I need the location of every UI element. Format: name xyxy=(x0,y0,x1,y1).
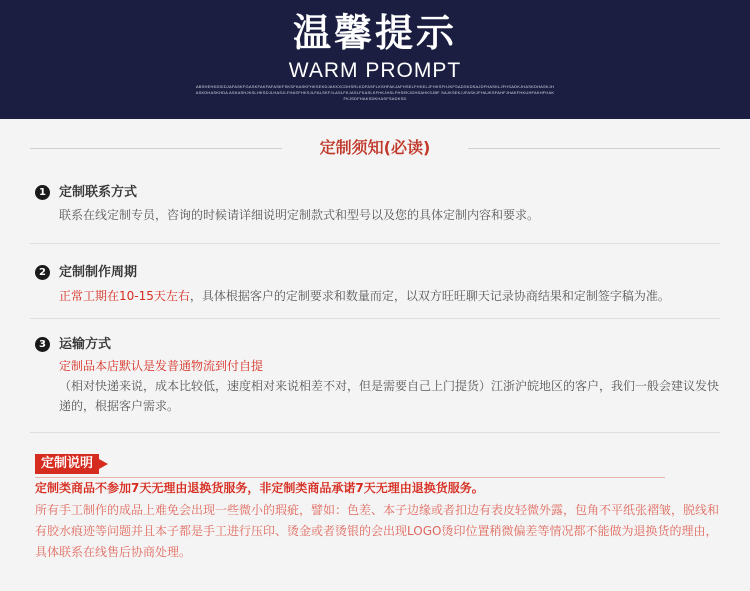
divider xyxy=(30,318,720,319)
note-tag: 定制说明 xyxy=(35,454,99,474)
heading-line-right xyxy=(468,148,720,149)
item-body xyxy=(59,286,719,306)
banner-fine-print: ABSHEHKDSIDJAFASKFGASKFAKFAFASKFSKSFKASKFHKSEKDJAKKXCDHSRLKDFASFLKSHFAKJAFHSELFHKELJFHKSFHJKFSADSKDSAJDFHASKLJFHSADKJHASKDHASKJHASKDHASKHDA ASKASHJKSLHKSDJLHASJLFHASFHKSJLFALSKFJLASLFKJASLFKASLKFHKJHSLFHSEKJDHSAHKSJBF SAJKSEKJJFASKJFHAJKSFAHFJHAKFHKUHFAKHFHAKFKJSDFHAKSDKHASFSADKSD xyxy=(195,84,555,101)
divider xyxy=(30,243,720,244)
note-body: 所有手工制作的成品上难免会出现一些微小的瑕疵，譬如：色差、本子边缘或者扣边有表皮轻微外露，包角不平纸张褶皱，脱线和有胶水痕迹等问题并且本子都是手工进行压印、烫金或者烫银的会出现LOGO烫印位置稍微偏差等情况都不能做为退换货的理由，具体联系在线售后协商处理。 xyxy=(35,503,720,559)
heading-line-left xyxy=(30,148,282,149)
item-body-text: （相对快递来说，成本比较低，速度相对来说相差不对，但是需要自己上门提货）江浙沪皖地区的客户，我们一般会建议发快递的，根据客户需求。 xyxy=(59,379,720,413)
item-heading: 定制联系方式 xyxy=(59,185,138,200)
item-highlight: 正常工期在10-15天左右 xyxy=(59,289,190,303)
item-highlight: 定制品本店默认是发普通物流到付自提 xyxy=(59,359,264,373)
banner-subtitle: WARM PROMPT xyxy=(288,59,462,82)
number-2-icon: 2 xyxy=(35,265,50,280)
item-heading: 定制制作周期 xyxy=(59,265,138,280)
number-3-icon: 3 xyxy=(35,337,50,352)
section-heading xyxy=(0,136,750,160)
section-title: 定制须知(必读) xyxy=(319,138,431,157)
item-body-text: ，具体根据客户的定制要求和数量而定，以双方旺旺聊天记录协商结果和定制签字稿为准。 xyxy=(189,289,670,303)
banner-title: 温馨提示 xyxy=(292,11,457,55)
note-policy: 定制类商品不参加7天无理由退换货服务，非定制类商品承诺7天无理由退换货服务。 xyxy=(35,481,484,495)
number-1-icon: 1 xyxy=(35,185,50,200)
item-body xyxy=(59,356,719,416)
item-heading: 运输方式 xyxy=(59,337,112,352)
item-body: 联系在线定制专员，咨询的时候请详细说明定制款式和型号以及您的具体定制内容和要求。 xyxy=(59,208,540,222)
divider xyxy=(30,432,720,433)
header-banner xyxy=(0,0,750,119)
